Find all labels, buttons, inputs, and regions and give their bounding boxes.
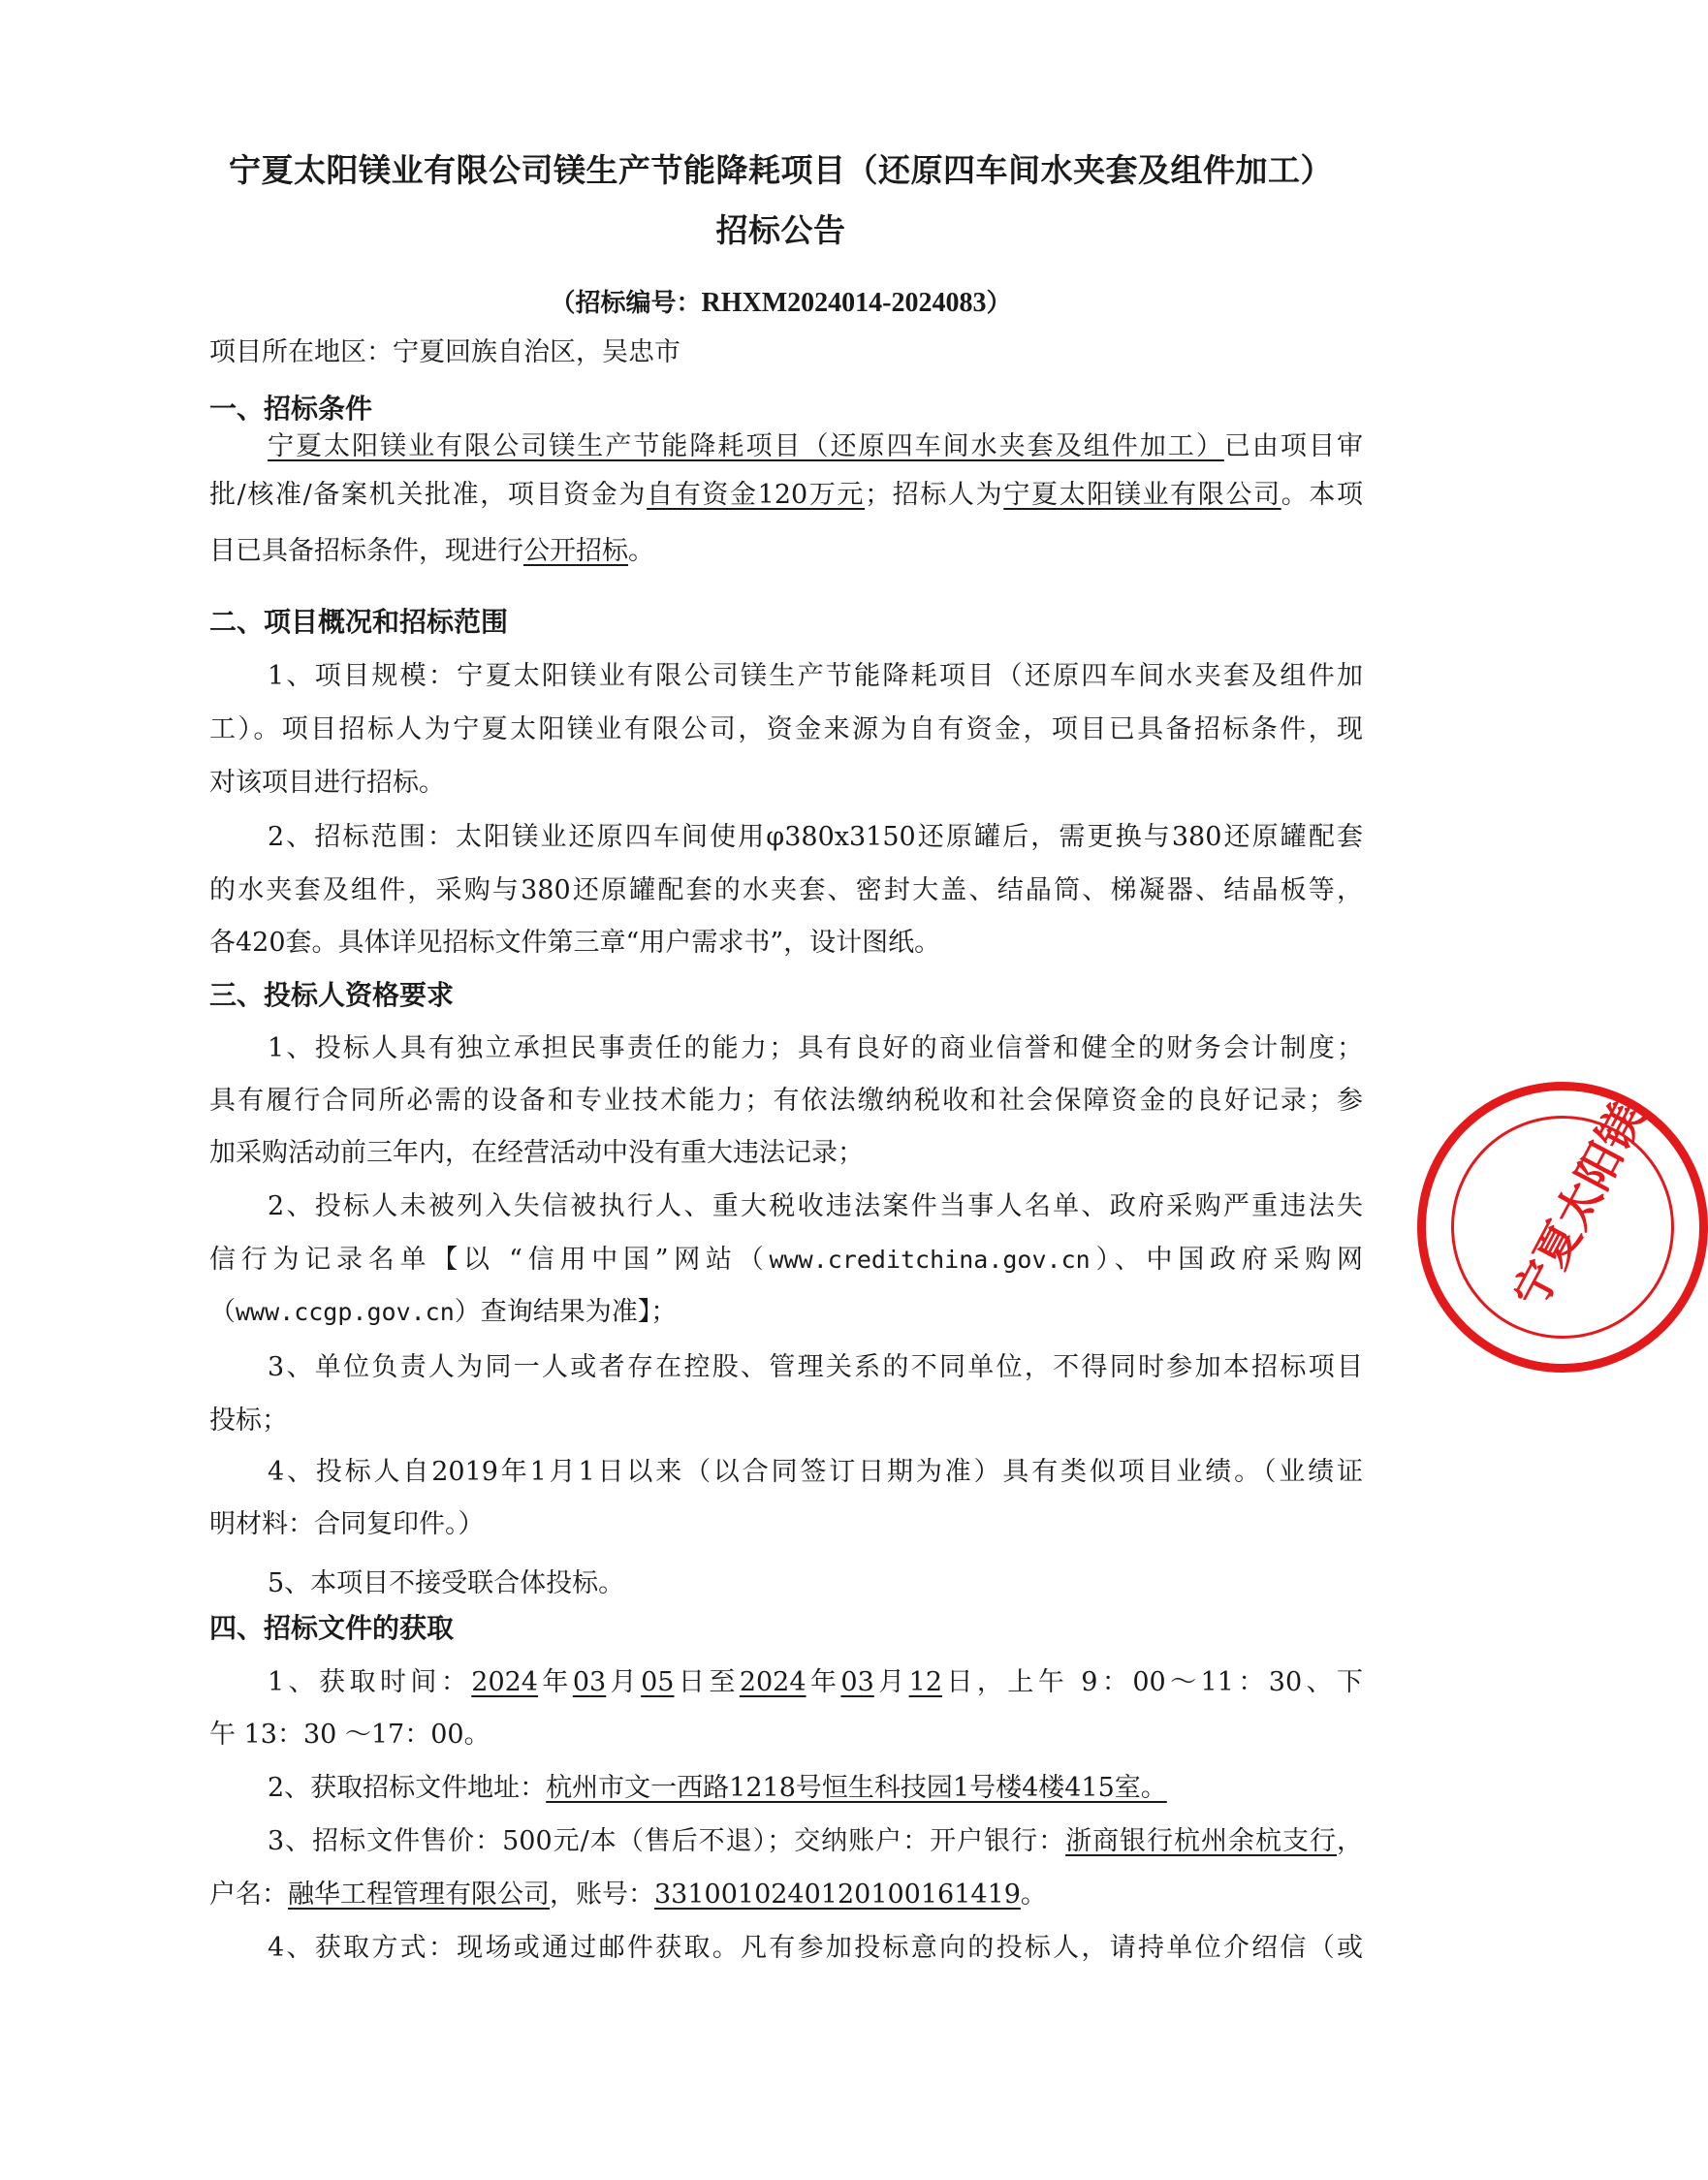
paragraph-line [209, 1247, 1363, 1273]
paragraph-text: ， [1337, 1826, 1363, 1856]
paragraph-text: ）查询结果为准】； [454, 1297, 678, 1327]
start-day: 05 [641, 1667, 675, 1697]
section-1-text: 。 [628, 536, 654, 566]
acquisition-time-line [268, 1669, 1363, 1695]
paragraph-text: 月 [873, 1667, 909, 1697]
tenderer-name: 宁夏太阳镁业有限公司 [1003, 480, 1281, 510]
section-1-text: 。本项 [1281, 480, 1363, 510]
ccgp-url: www.ccgp.gov.cn [236, 1298, 455, 1326]
tender-code: RHXM2024014-2024083 [701, 288, 987, 318]
tender-code-line [0, 283, 1562, 319]
tender-code-suffix: ） [986, 289, 1012, 318]
creditchina-url: www.creditchina.gov.cn [769, 1246, 1091, 1274]
end-year: 2024 [739, 1667, 807, 1697]
paragraph-text: 日至 [674, 1667, 740, 1697]
section-1-text: 批/核准/备案机关批准，项目资金为 [209, 480, 648, 510]
paragraph-line: 明材料：合同复印件。） [209, 1509, 485, 1539]
paragraph-line: 对该项目进行招标。 [209, 768, 445, 798]
paragraph-line: 各420套。具体详见招标文件第三章“用户需求书”，设计图纸。 [209, 928, 941, 958]
section-4-heading: 四、招标文件的获取 [209, 1612, 455, 1644]
section-1-text: 目已具备招标条件，现进行 [209, 536, 523, 566]
paragraph-line: 5、本项目不接受联合体投标。 [268, 1568, 625, 1598]
paragraph-text: 信行为记录名单【以 “信用中国”网站（ [209, 1245, 770, 1275]
bank-name: 浙商银行杭州余杭支行 [1065, 1826, 1337, 1856]
account-number: 3310010240120100161419 [654, 1880, 1021, 1910]
price-line [268, 1828, 1363, 1854]
section-1-line-1 [268, 433, 1363, 459]
section-1-text: 已由项目审 [1223, 431, 1364, 461]
tender-code-prefix: （招标编号： [550, 289, 702, 318]
paragraph-line: 2、投标人未被列入失信被执行人、重大税收违法案件当事人名单、政府采购严重违法失 [268, 1191, 1363, 1221]
paragraph-line: 1、项目规模：宁夏太阳镁业有限公司镁生产节能降耗项目（还原四车间水夹套及组件加 [268, 661, 1363, 691]
account-name: 融华工程管理有限公司 [288, 1880, 550, 1910]
paragraph-line: 4、获取方式：现场或通过邮件获取。凡有参加投标意向的投标人，请持单位介绍信（或 [268, 1933, 1363, 1963]
paragraph-line: 加采购活动前三年内，在经营活动中没有重大违法记录； [209, 1138, 864, 1168]
paragraph-text: 3、招标文件售价：500元/本（售后不退）；交纳账户：开户银行： [268, 1826, 1066, 1856]
section-1-heading: 一、招标条件 [209, 393, 373, 425]
paragraph-line: 的水夹套及组件，采购与380还原罐配套的水夹套、密封大盖、结晶筒、梯凝器、结晶板等， [209, 875, 1363, 905]
account-line [209, 1881, 1363, 1908]
paragraph-line: 2、招标范围：太阳镁业还原四车间使用φ380x3150还原罐后，需更换与380还原罐配套 [268, 822, 1363, 852]
seal-label: 宁夏太阳镁 [1502, 1094, 1655, 1316]
section-1-text: ；招标人为 [865, 480, 1004, 510]
paragraph-line: 午 13：30 ～17：00。 [209, 1720, 490, 1750]
paragraph-text: 月 [606, 1667, 642, 1697]
paragraph-line: 1、投标人具有独立承担民事责任的能力；具有良好的商业信誉和健全的财务会计制度； [268, 1033, 1363, 1063]
section-1-line-2 [209, 482, 1363, 508]
paragraph-text: ）、中国政府采购网 [1090, 1245, 1363, 1275]
paragraph-text: 年 [537, 1667, 573, 1697]
paragraph-line [209, 1299, 1363, 1325]
paragraph-text: （ [209, 1297, 236, 1327]
acquisition-address: 杭州市文一西路1218号恒生科技园1号楼4楼415室。 [546, 1773, 1167, 1803]
paragraph-line: 投标； [209, 1406, 288, 1436]
tender-method: 公开招标 [523, 536, 628, 566]
paragraph-line: 4、投标人自2019年1月1日以来（以合同签订日期为准）具有类似项目业绩。（业绩证 [268, 1457, 1363, 1487]
section-2-heading: 二、项目概况和招标范围 [209, 606, 509, 638]
section-3-heading: 三、投标人资格要求 [209, 979, 455, 1011]
company-seal [1417, 1082, 1708, 1373]
fund-source: 自有资金120万元 [647, 480, 866, 510]
paragraph-line: 3、单位负责人为同一人或者存在控股、管理关系的不同单位，不得同时参加本招标项目 [268, 1352, 1363, 1382]
paragraph-text: 户名： [209, 1880, 288, 1910]
paragraph-text: 日，上午 9：00～11：30、下 [942, 1667, 1364, 1697]
end-month: 03 [840, 1667, 874, 1697]
paragraph-text: 年 [806, 1667, 841, 1697]
document-subtitle: 招标公告 [715, 211, 846, 249]
acquisition-address-line [268, 1775, 1363, 1801]
document-title: 宁夏太阳镁业有限公司镁生产节能降耗项目（还原四车间水夹套及组件加工） [229, 151, 1333, 189]
paragraph-line: 具有履行合同所必需的设备和专业技术能力；有依法缴纳税收和社会保障资金的良好记录；参 [209, 1086, 1363, 1116]
paragraph-text: ，账号： [550, 1880, 654, 1910]
end-day: 12 [908, 1667, 943, 1697]
start-year: 2024 [471, 1667, 538, 1697]
paragraph-text: 1、获取时间： [268, 1667, 472, 1697]
section-1-line-3 [209, 538, 1363, 564]
start-month: 03 [572, 1667, 607, 1697]
project-name: 宁夏太阳镁业有限公司镁生产节能降耗项目（还原四车间水夹套及组件加工） [268, 431, 1224, 461]
paragraph-line: 工）。项目招标人为宁夏太阳镁业有限公司，资金来源为自有资金，项目已具备招标条件，现 [209, 714, 1363, 744]
paragraph-text: 2、获取招标文件地址： [268, 1773, 547, 1803]
project-region: 项目所在地区：宁夏回族自治区，吴忠市 [209, 337, 680, 367]
paragraph-text: 。 [1020, 1880, 1047, 1910]
